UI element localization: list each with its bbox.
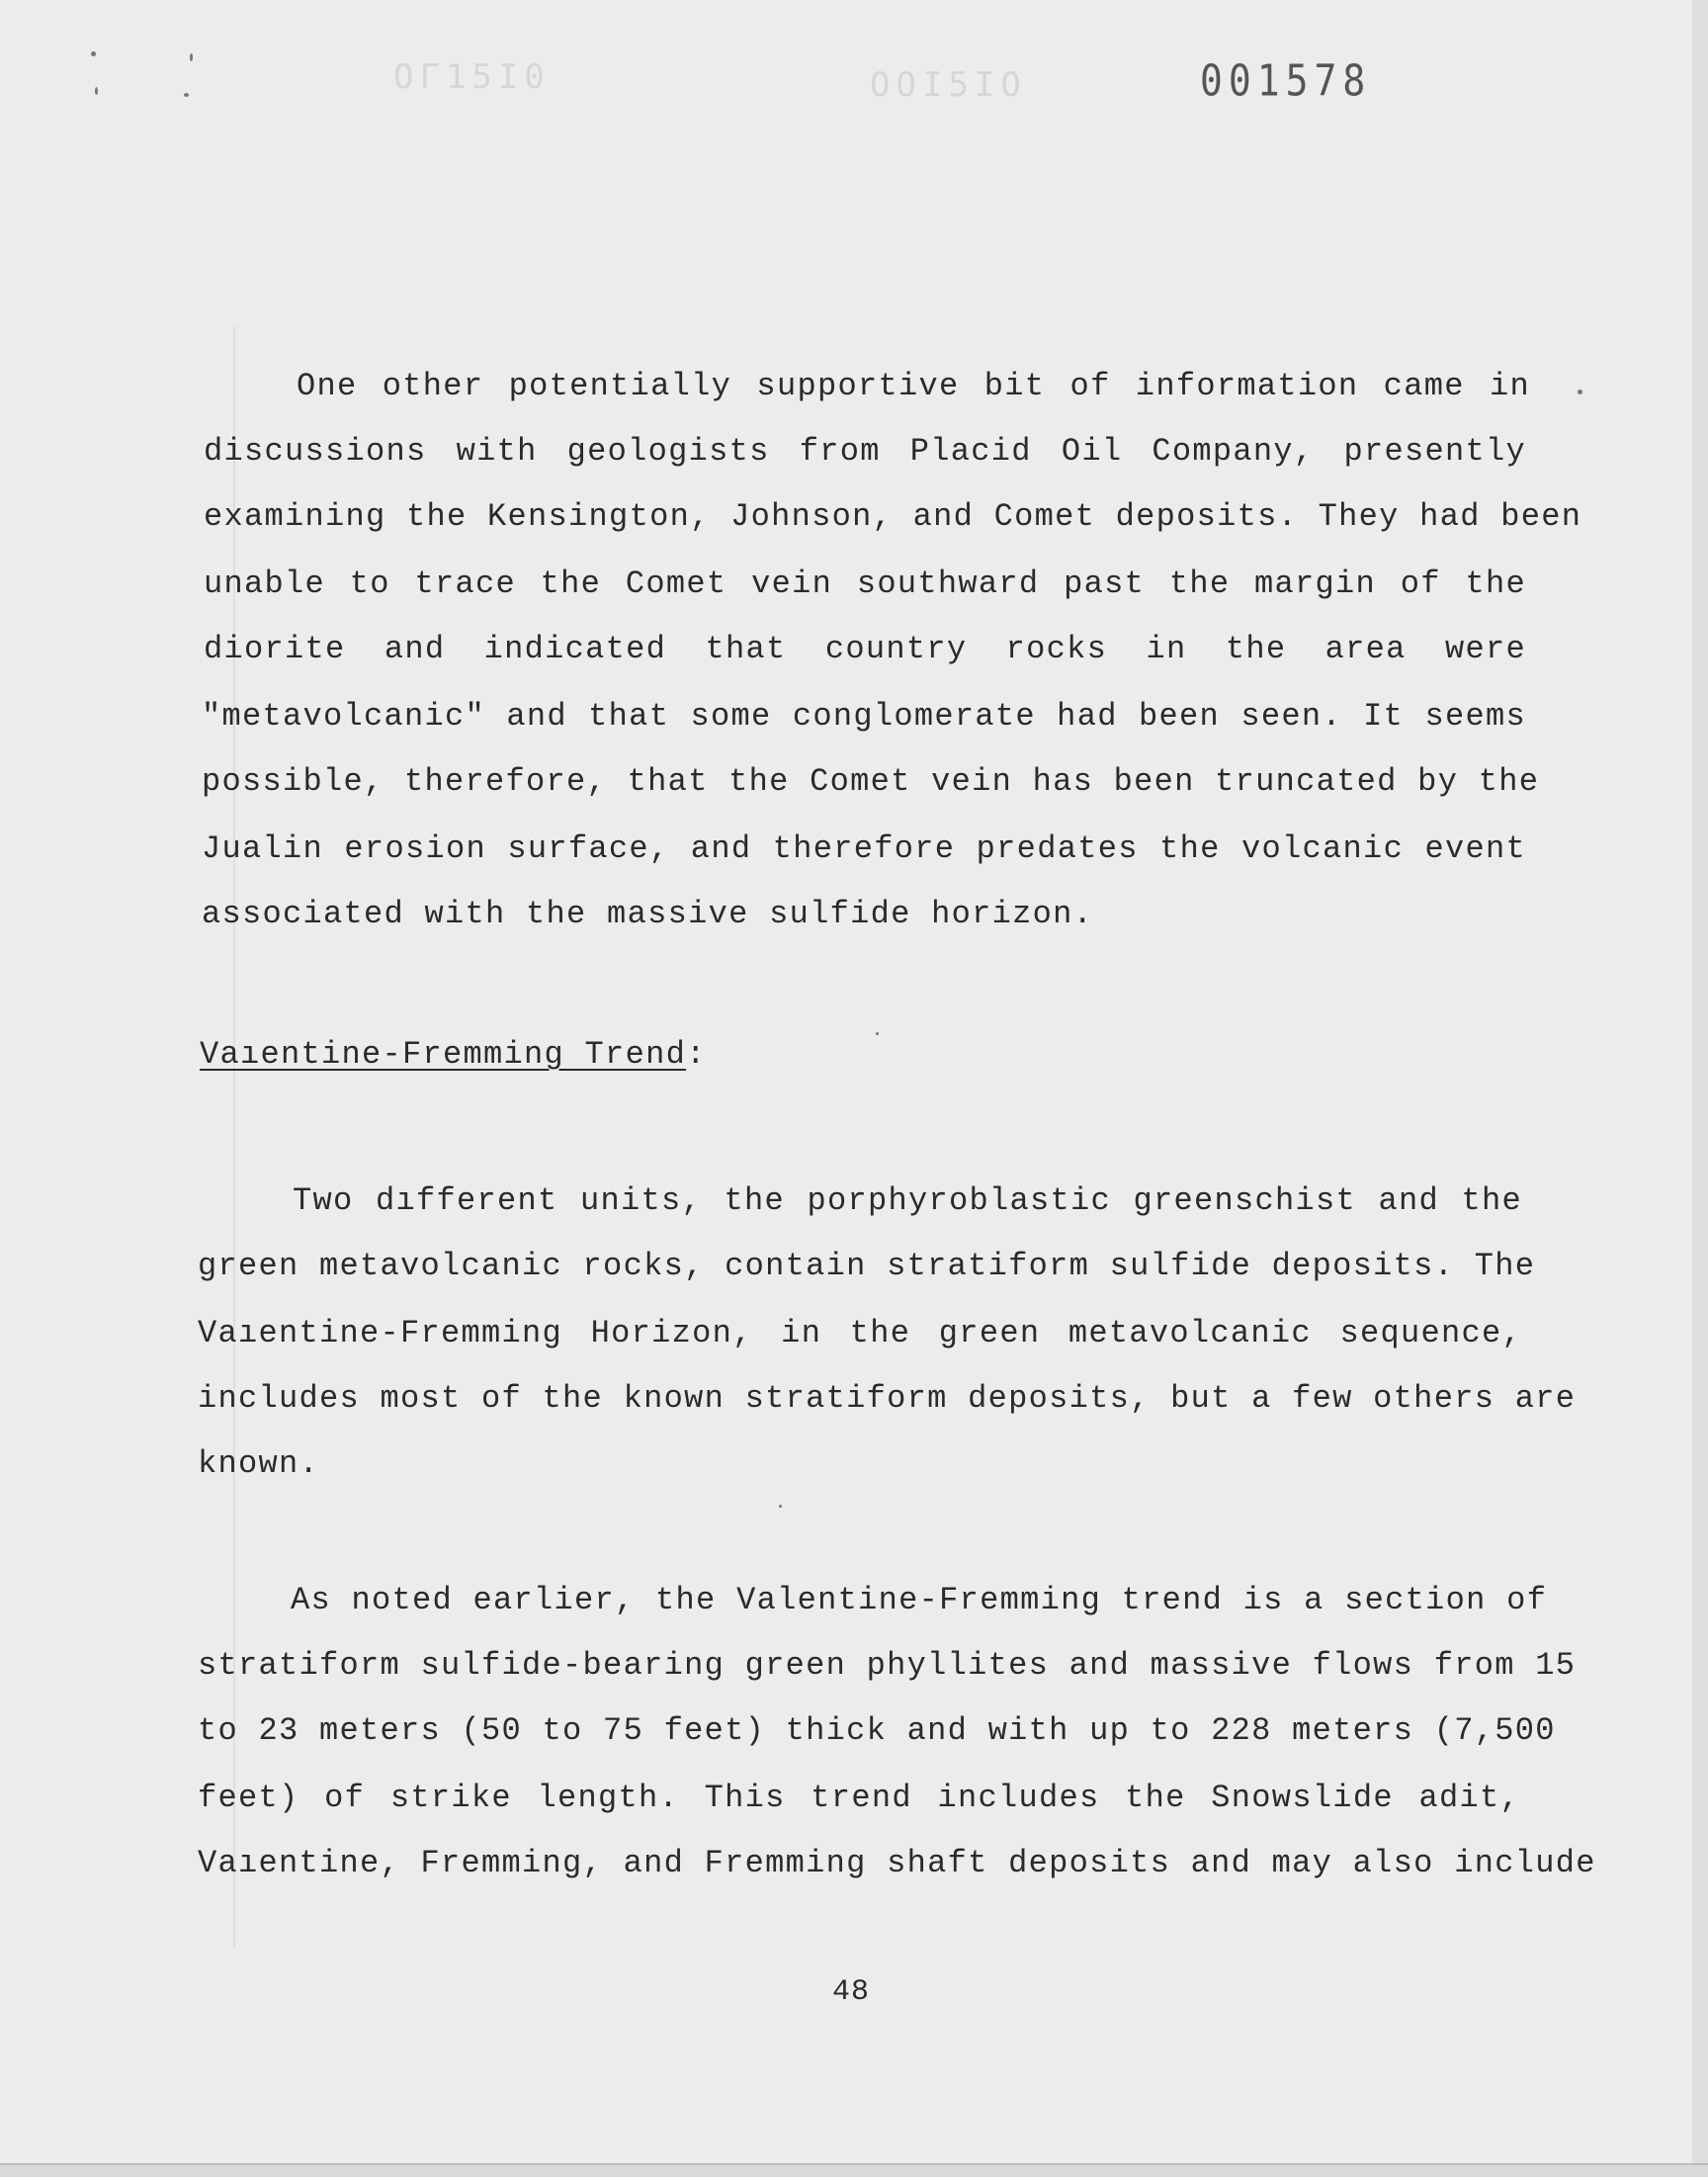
bleed-through-number: ΟΟΙ5ΙΟ <box>870 65 1027 105</box>
bleed-through-number: OΓ15Ι0 <box>393 57 551 97</box>
text-line: possible, therefore, that the Comet vein has been truncated by the <box>202 763 1540 800</box>
text-line: Two dıfferent units, the porphyroblastic greenschist and the <box>293 1182 1522 1219</box>
scan-speck <box>876 1032 879 1035</box>
text-line: unable to trace the Comet vein southward past the margin of the <box>204 566 1526 602</box>
text-line: "metavolcanic" and that some conglomerate had been seen. It seems <box>202 698 1526 735</box>
text-line: One other potentially supportive bit of information came in <box>297 368 1530 404</box>
scan-speck <box>95 87 98 95</box>
text-line: Vaıentine, Fremming, and Fremming shaft deposits and may also include <box>198 1845 1596 1881</box>
text-line: to 23 meters (50 to 75 feet) thick and with up to 228 meters (7,500 <box>198 1712 1556 1749</box>
text-line: diorite and indicated that country rocks in the area were <box>204 631 1526 667</box>
page-number: 48 <box>832 1975 871 2009</box>
scan-speck <box>184 93 189 97</box>
text-line: As noted earlier, the Valentine-Fremming trend is a section of <box>291 1582 1548 1618</box>
scan-speck <box>190 53 193 61</box>
scan-speck <box>779 1505 782 1508</box>
text-line: Jualin erosion surface, and therefore predates the volcanic event <box>202 830 1526 867</box>
text-line: Vaıentine-Fremming Horizon, in the green metavolcanic sequence, <box>198 1315 1522 1351</box>
text-line: green metavolcanic rocks, contain stratiform sulfide deposits. The <box>198 1248 1536 1284</box>
text-line: includes most of the known stratiform deposits, but a few others are <box>198 1380 1577 1417</box>
text-line: discussions with geologists from Placid Oil Company, presently <box>204 433 1526 470</box>
section-heading-title: Vaıentine-Fremming Trend <box>200 1036 687 1073</box>
page-edge-right <box>1692 0 1708 2175</box>
scan-speck <box>91 51 96 56</box>
scan-speck <box>1578 390 1582 394</box>
section-heading <box>200 1036 707 1073</box>
text-line: stratiform sulfide-bearing green phyllites and massive flows from 15 <box>198 1647 1577 1684</box>
text-line: known. <box>198 1445 320 1482</box>
document-control-number: 001578 <box>1200 55 1372 106</box>
section-heading-colon: : <box>686 1036 707 1073</box>
text-line: feet) of strike length. This trend includes the Snowslide adit, <box>198 1780 1520 1816</box>
text-line: associated with the massive sulfide horizon. <box>202 896 1094 932</box>
text-line: examining the Kensington, Johnson, and Comet deposits. They had been <box>204 498 1582 535</box>
